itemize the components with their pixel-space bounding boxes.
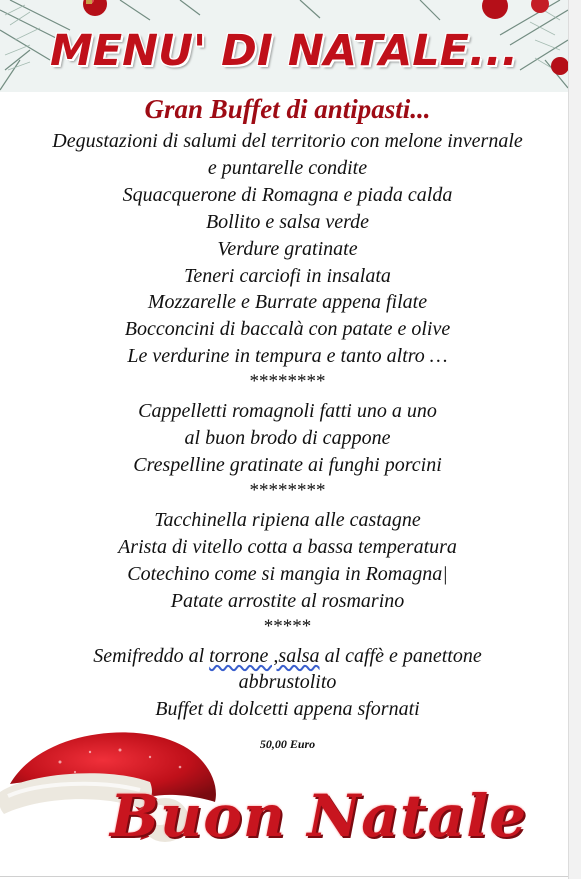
menu-item: e puntarelle condite bbox=[207, 156, 368, 179]
menu-item: Teneri carciofi in insalata bbox=[184, 264, 391, 287]
page-bottom-border bbox=[0, 876, 568, 877]
menu-title: MENU' DI NATALE... bbox=[49, 26, 519, 76]
section-title: Gran Buffet di antipasti... bbox=[144, 94, 431, 124]
dessert-text: al caffè e panettone bbox=[319, 644, 482, 667]
dessert-text: Semifreddo al bbox=[93, 644, 210, 667]
menu-item: Mozzarelle e Burrate appena filate bbox=[147, 291, 428, 314]
menu-item: Arista di vitello cotta a bassa temperatura bbox=[118, 535, 457, 558]
menu-item-dessert bbox=[0, 643, 575, 670]
header-banner bbox=[0, 0, 568, 92]
greeting-text: Buon Natale bbox=[110, 782, 528, 850]
menu-item: Tacchinella ripiena alle castagne bbox=[154, 508, 421, 531]
menu-item: abbrustolito bbox=[238, 671, 337, 694]
menu-item: Patate arrostite al rosmarino bbox=[170, 589, 405, 612]
menu-item: Squacquerone di Romagna e piada calda bbox=[122, 183, 453, 206]
menu-item: Degustazioni di salumi del territorio con melone invernale bbox=[52, 130, 523, 152]
menu-item: Le verdurine in tempura e tanto altro … bbox=[127, 345, 448, 368]
separator: ******** bbox=[249, 371, 326, 393]
separator: ***** bbox=[263, 615, 312, 637]
price-label: 50,00 Euro bbox=[259, 737, 316, 751]
menu-item: Bollito e salsa verde bbox=[205, 210, 370, 233]
separator: ******** bbox=[249, 479, 326, 501]
menu-item: Cotechino come si mangia in Romagna| bbox=[127, 562, 448, 585]
menu-item: Cappelletti romagnoli fatti uno a uno bbox=[138, 400, 437, 423]
menu-item: Verdure gratinate bbox=[217, 237, 358, 260]
menu-item: Crespelline gratinate ai funghi porcini bbox=[133, 453, 442, 476]
menu-item: al buon brodo di cappone bbox=[184, 427, 391, 450]
spellcheck-underline: torrone ,salsa bbox=[209, 644, 320, 667]
menu-list bbox=[0, 128, 575, 723]
menu-item: Bocconcini di baccalà con patate e olive bbox=[124, 318, 451, 341]
menu-item: Buffet di dolcetti appena sfornati bbox=[155, 698, 420, 721]
